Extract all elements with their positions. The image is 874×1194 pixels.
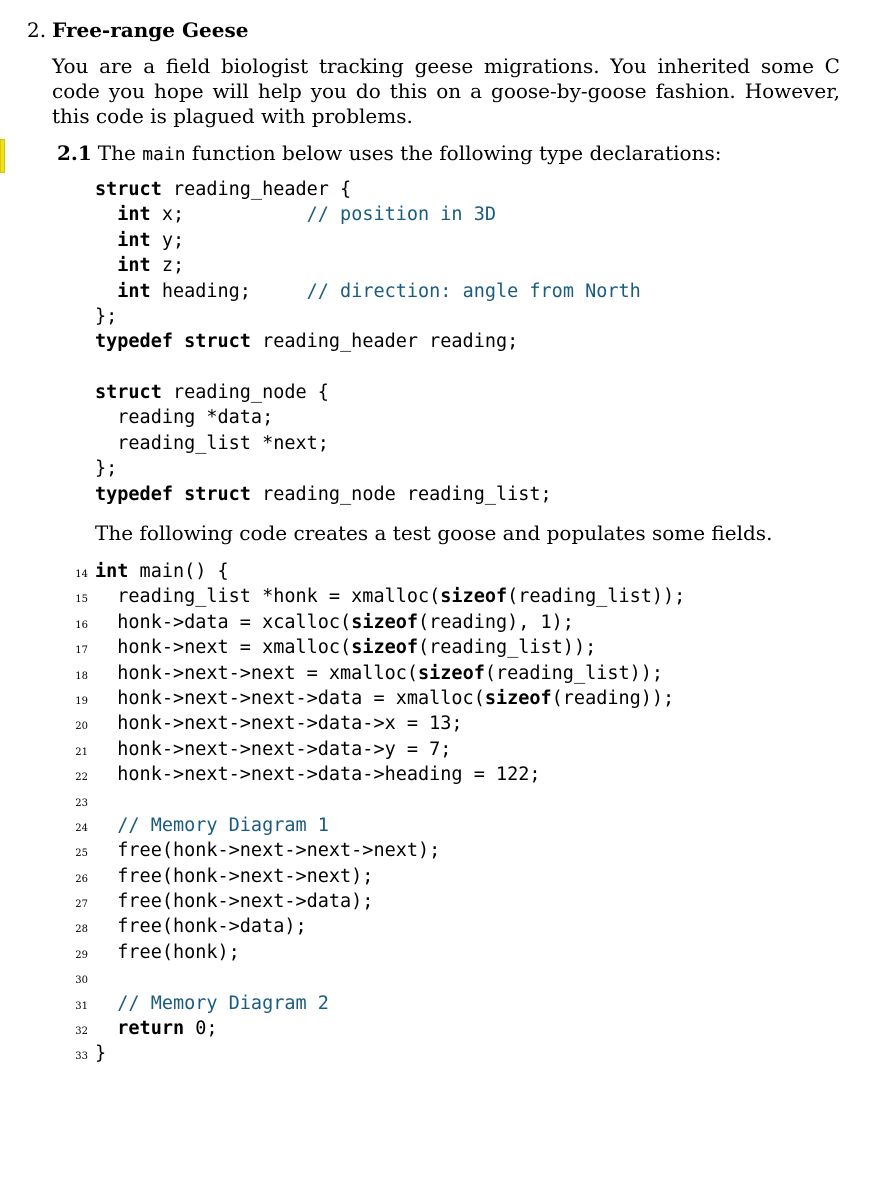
code-token: honk->next = xmalloc( — [95, 637, 352, 659]
code-comment: // position in 3D — [306, 204, 496, 226]
line-number: 29 — [75, 949, 88, 961]
section-title: Free-range Geese — [52, 18, 249, 42]
line-number: 21 — [75, 746, 88, 758]
code-token: z; — [150, 255, 185, 277]
code-keyword: int — [95, 561, 129, 582]
section-number: 2. — [27, 18, 47, 42]
source-code — [95, 661, 663, 686]
line-number: 25 — [75, 848, 88, 860]
code-token: reading_list *next; — [95, 432, 329, 454]
source-code — [95, 991, 329, 1016]
code-token: reading_node reading_list; — [250, 483, 552, 505]
margin-change-marker — [0, 139, 5, 173]
reading-header-declaration — [95, 177, 641, 355]
code-token: reading_header reading; — [250, 331, 519, 353]
code-token: honk->next->next->data = xmalloc( — [95, 687, 485, 709]
code-token: (reading), 1); — [418, 611, 574, 633]
code-keyword: struct — [95, 179, 162, 200]
code-token — [95, 281, 117, 302]
code-token: 0; — [184, 1018, 218, 1040]
code-keyword: sizeof — [418, 662, 485, 684]
source-code — [95, 584, 685, 609]
code-keyword: int — [117, 280, 151, 302]
subsection-heading — [57, 141, 721, 165]
code-token: reading_list *honk = xmalloc( — [95, 586, 441, 608]
code-line — [95, 329, 641, 354]
code-token — [95, 993, 117, 1014]
code-token: honk->data = xcalloc( — [95, 611, 352, 633]
code-line — [95, 304, 641, 329]
code-token — [95, 230, 117, 251]
inline-code-main: main — [142, 144, 186, 165]
code-token: honk->next->next = xmalloc( — [95, 662, 419, 684]
line-number: 22 — [75, 772, 88, 784]
line-number: 24 — [75, 822, 88, 834]
reading-node-declaration — [95, 380, 552, 507]
code-token: reading_node { — [161, 382, 329, 403]
code-keyword: typedef struct — [95, 483, 251, 505]
code-keyword: typedef struct — [95, 331, 251, 353]
code-comment: // Memory Diagram 2 — [117, 992, 329, 1014]
line-number: 32 — [75, 1026, 88, 1038]
code-token: free(honk); — [95, 941, 240, 963]
code-token: honk->next->next->data->x = 13; — [95, 713, 463, 735]
code-token: (reading_list)); — [484, 662, 664, 684]
source-code — [95, 813, 329, 838]
line-number: 33 — [75, 1051, 88, 1063]
code-line — [95, 380, 552, 405]
code-token: (reading_list)); — [418, 637, 597, 659]
code-token: (reading_list)); — [507, 586, 686, 608]
listing-intro-text: The following code creates a test goose and populates some fields. — [95, 521, 773, 545]
code-keyword: int — [117, 204, 151, 226]
source-code — [95, 610, 574, 635]
code-line — [95, 253, 641, 278]
source-code — [95, 889, 373, 914]
code-keyword: int — [117, 229, 151, 251]
code-line — [95, 177, 641, 202]
intro-paragraph: You are a field biologist tracking geese migrations. You inherited some C code you hope will help you do this on a goose-by-goose fashion. However, this code is plagued with problems. — [52, 54, 840, 128]
line-number: 19 — [75, 695, 88, 707]
source-code — [95, 1041, 106, 1066]
code-token: main() { — [128, 561, 229, 582]
line-number: 16 — [75, 619, 88, 631]
source-code — [95, 864, 373, 889]
source-code — [95, 762, 541, 787]
code-token — [95, 815, 117, 836]
code-token: y; — [150, 229, 185, 251]
code-token: free(honk->next->next); — [95, 865, 374, 887]
line-number: 27 — [75, 899, 88, 911]
code-line — [95, 202, 641, 227]
code-comment: // direction: angle from North — [306, 280, 641, 302]
source-code — [95, 940, 240, 965]
code-line — [95, 456, 552, 481]
source-code — [95, 1016, 218, 1041]
source-code — [95, 635, 596, 660]
code-keyword: sizeof — [484, 687, 552, 709]
code-line — [95, 431, 552, 456]
code-keyword: sizeof — [440, 586, 508, 608]
code-token: free(honk->next->data); — [95, 891, 374, 913]
source-code — [95, 559, 229, 584]
source-code — [95, 914, 307, 939]
code-token — [95, 255, 117, 276]
subsection-text-after: function below uses the following type declarations: — [185, 141, 722, 165]
code-token: honk->next->next->data->heading = 122; — [95, 764, 541, 786]
code-line — [95, 228, 641, 253]
code-token — [95, 1018, 117, 1039]
line-number: 28 — [75, 924, 88, 936]
line-number: 30 — [75, 975, 88, 987]
code-keyword: return — [117, 1018, 185, 1040]
line-number: 15 — [75, 594, 88, 606]
code-token: } — [95, 1043, 107, 1065]
source-code — [95, 686, 674, 711]
code-keyword: int — [117, 255, 151, 277]
code-comment: // Memory Diagram 1 — [117, 814, 329, 836]
code-keyword: sizeof — [351, 611, 419, 633]
source-code — [95, 838, 440, 863]
code-token: reading *data; — [95, 407, 274, 429]
code-line — [95, 405, 552, 430]
line-number: 20 — [75, 721, 88, 733]
subsection-number: 2.1 — [57, 141, 92, 165]
code-token: }; — [95, 305, 118, 327]
code-token: }; — [95, 458, 118, 480]
code-keyword: struct — [95, 382, 162, 403]
code-token: free(honk->data); — [95, 916, 307, 938]
line-number: 31 — [75, 1000, 88, 1012]
code-keyword: sizeof — [351, 637, 419, 659]
code-token: (reading)); — [551, 687, 675, 709]
code-token: free(honk->next->next->next); — [95, 840, 441, 862]
code-token: x; — [150, 204, 307, 226]
section-heading — [27, 18, 248, 42]
code-token: reading_header { — [161, 179, 352, 200]
code-token: heading; — [150, 280, 307, 302]
source-code — [95, 737, 451, 762]
line-number: 17 — [75, 645, 88, 657]
line-number: 23 — [75, 797, 88, 809]
line-number: 26 — [75, 873, 88, 885]
subsection-text-before: The — [97, 141, 143, 165]
code-line — [95, 279, 641, 304]
code-token: honk->next->next->data->y = 7; — [95, 738, 452, 760]
code-line — [95, 482, 552, 507]
code-token — [95, 204, 117, 225]
source-code — [95, 711, 463, 736]
line-number: 14 — [75, 569, 88, 580]
line-number: 18 — [75, 670, 88, 682]
